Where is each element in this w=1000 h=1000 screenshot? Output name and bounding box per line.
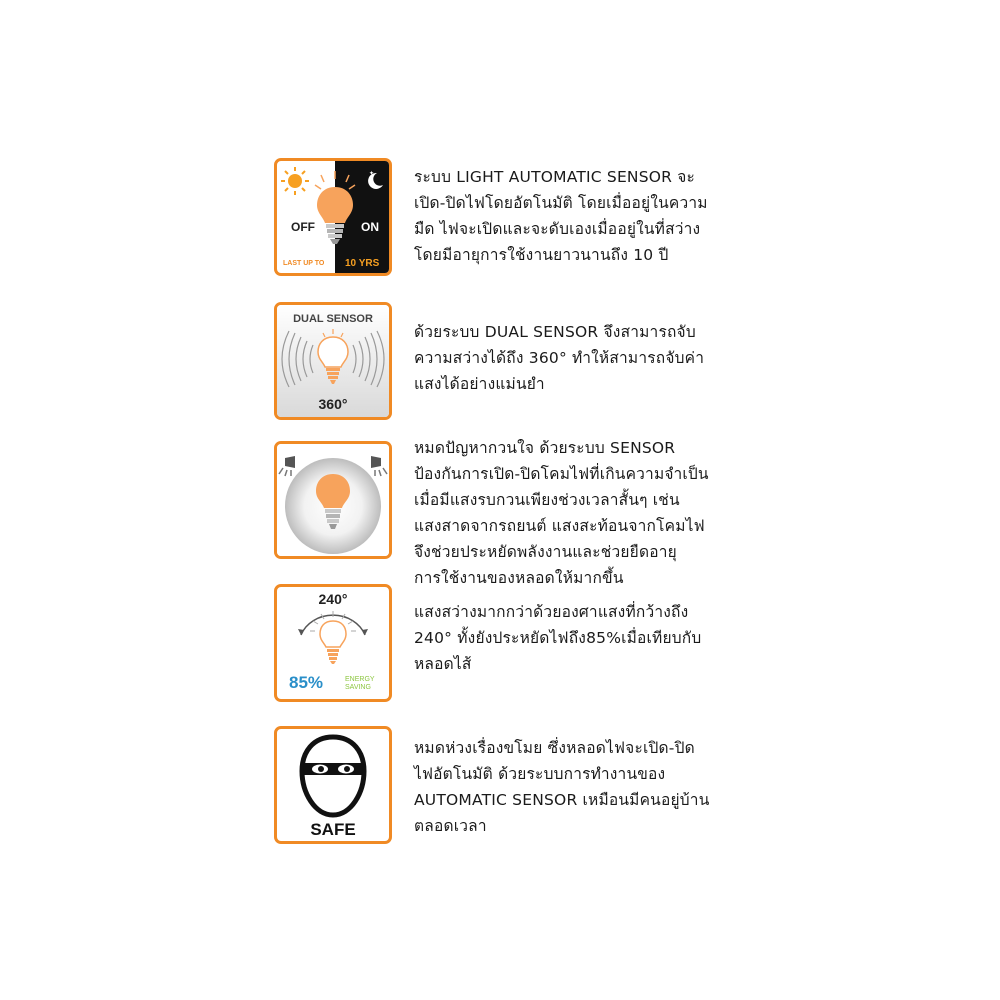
off-label: OFF bbox=[291, 220, 315, 234]
feature-description: หมดปัญหากวนใจ ด้วยระบบ SENSOR ป้องกันการเปิด-ปิดโคมไฟที่เกินความจำเป็น เมื่อมีแสงรบกวนเพียงช่วงเวลาสั้นๆ เช่น แสงสาดจากรถยนต์ แสงสะท้อนจากโคมไฟ จึงช่วยประหยัดพลังงานและช่วยยืดอายุ การใช้งานของหลอดให้มากขึ้น bbox=[414, 439, 709, 587]
last-up-to-label: LAST UP TO bbox=[283, 260, 325, 267]
energy-percent-label: 85% bbox=[289, 673, 324, 692]
degrees-240-label: 240° bbox=[318, 591, 348, 607]
headlight-sensor-bulb-icon bbox=[274, 441, 392, 559]
safe-label: SAFE bbox=[310, 820, 356, 839]
on-label: ON bbox=[361, 220, 379, 234]
saving-label: SAVING bbox=[345, 684, 371, 691]
energy-label: ENERGY bbox=[345, 676, 375, 683]
masked-thief-icon bbox=[274, 726, 392, 844]
svg-text:✦: ✦ bbox=[369, 170, 375, 177]
feature-description: ด้วยระบบ DUAL SENSOR จึงสามารถจับ ความสว่างได้ถึง 360° ทำให้สามารถจับค่า แสงได้อย่างแม่นยำ bbox=[414, 323, 705, 393]
degrees-360-label: 360° bbox=[318, 396, 348, 412]
sun-moon-bulb-icon bbox=[274, 158, 392, 276]
feature-description: แสงสว่างมากกว่าด้วยองศาแสงที่กว้างถึง 240° ทั้งยังประหยัดไฟถึง85%เมื่อเทียบกับ หลอดไส้ bbox=[414, 603, 702, 673]
ten-years-label: 10 YRS bbox=[345, 258, 380, 269]
feature-description: หมดห่วงเรื่องขโมย ซึ่งหลอดไฟจะเปิด-ปิด ไฟอัตโนมัติ ด้วยระบบการทำงานของ AUTOMATIC SENSOR เหมือนมีคนอยู่บ้าน ตลอดเวลา bbox=[414, 739, 710, 835]
beam-angle-bulb-icon bbox=[274, 584, 392, 702]
feature-description: ระบบ LIGHT AUTOMATIC SENSOR จะ เปิด-ปิดไฟโดยอัตโนมัติ โดยเมื่ออยู่ในความ มืด ไฟจะเปิดและจะดับเองเมื่ออยู่ในที่สว่าง โดยมีอายุการใช้งานยาวนานถึง 10 ปี bbox=[414, 168, 708, 264]
dual-sensor-bulb-icon bbox=[274, 302, 392, 420]
dual-sensor-label: DUAL SENSOR bbox=[293, 313, 373, 325]
